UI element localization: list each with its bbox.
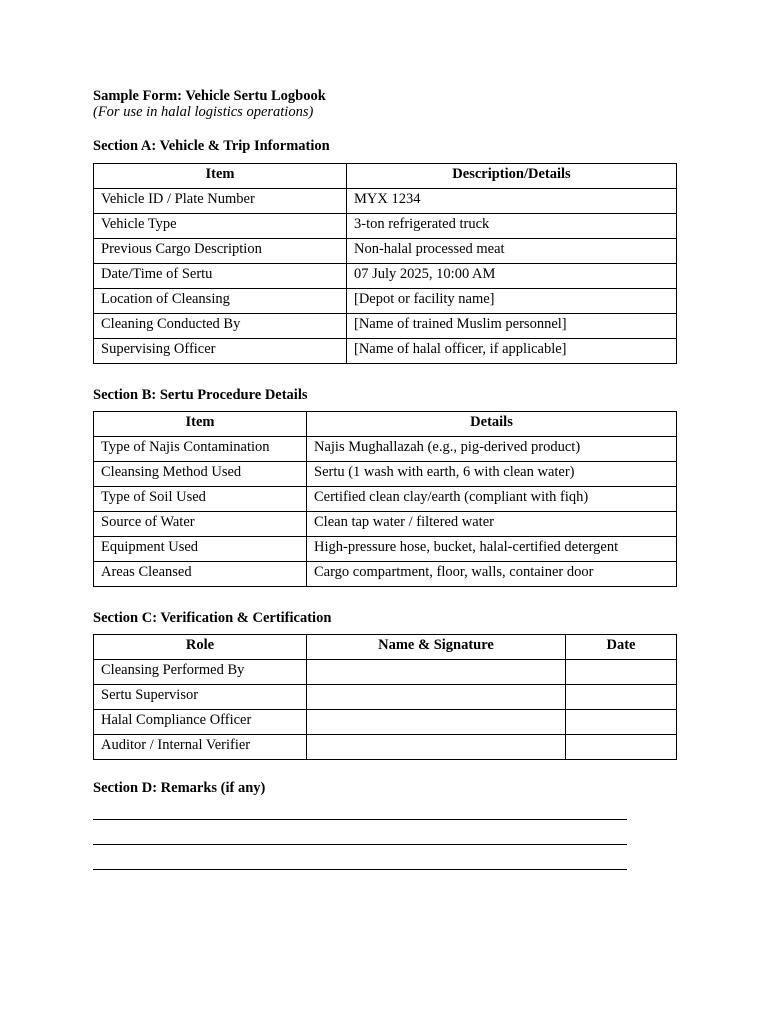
column-header: Date xyxy=(566,635,677,660)
row-value[interactable]: High-pressure hose, bucket, halal-certified detergent xyxy=(307,537,677,562)
signature-cell[interactable] xyxy=(307,685,566,710)
table-row xyxy=(94,512,677,537)
section-b-heading: Section B: Sertu Procedure Details xyxy=(93,387,308,403)
row-label: Equipment Used xyxy=(94,537,307,562)
section-c-heading: Section C: Verification & Certification xyxy=(93,610,332,626)
date-cell[interactable] xyxy=(566,735,677,760)
table-row xyxy=(94,314,677,339)
section-d-heading: Section D: Remarks (if any) xyxy=(93,780,266,796)
row-label: Vehicle Type xyxy=(94,214,347,239)
row-value[interactable]: [Name of halal officer, if applicable] xyxy=(347,339,677,364)
table-row xyxy=(94,189,677,214)
row-value[interactable]: MYX 1234 xyxy=(347,189,677,214)
column-header: Item xyxy=(94,164,347,189)
row-value[interactable]: 07 July 2025, 10:00 AM xyxy=(347,264,677,289)
table-header-row xyxy=(94,635,677,660)
table-row xyxy=(94,289,677,314)
row-value[interactable]: Sertu (1 wash with earth, 6 with clean water) xyxy=(307,462,677,487)
row-label: Source of Water xyxy=(94,512,307,537)
column-header: Role xyxy=(94,635,307,660)
remarks-line[interactable] xyxy=(93,869,627,870)
table-row xyxy=(94,685,677,710)
table-row xyxy=(94,462,677,487)
row-value[interactable]: [Depot or facility name] xyxy=(347,289,677,314)
section-a-heading: Section A: Vehicle & Trip Information xyxy=(93,138,330,154)
row-label: Cleansing Method Used xyxy=(94,462,307,487)
date-cell[interactable] xyxy=(566,685,677,710)
section-a-table xyxy=(93,163,677,364)
role-label: Sertu Supervisor xyxy=(94,685,307,710)
section-b-table xyxy=(93,411,677,587)
column-header: Description/Details xyxy=(347,164,677,189)
table-row xyxy=(94,537,677,562)
table-row xyxy=(94,339,677,364)
table-row xyxy=(94,660,677,685)
signature-cell[interactable] xyxy=(307,660,566,685)
row-label: Type of Najis Contamination xyxy=(94,437,307,462)
row-label: Previous Cargo Description xyxy=(94,239,347,264)
row-label: Cleaning Conducted By xyxy=(94,314,347,339)
row-label: Type of Soil Used xyxy=(94,487,307,512)
role-label: Halal Compliance Officer xyxy=(94,710,307,735)
date-cell[interactable] xyxy=(566,710,677,735)
remarks-line[interactable] xyxy=(93,819,627,820)
row-label: Supervising Officer xyxy=(94,339,347,364)
row-value[interactable]: [Name of trained Muslim personnel] xyxy=(347,314,677,339)
row-label: Date/Time of Sertu xyxy=(94,264,347,289)
table-row xyxy=(94,239,677,264)
table-row xyxy=(94,562,677,587)
table-header-row xyxy=(94,164,677,189)
row-value[interactable]: 3-ton refrigerated truck xyxy=(347,214,677,239)
row-value[interactable]: Cargo compartment, floor, walls, container door xyxy=(307,562,677,587)
signature-cell[interactable] xyxy=(307,735,566,760)
table-row xyxy=(94,735,677,760)
row-label: Vehicle ID / Plate Number xyxy=(94,189,347,214)
row-label: Location of Cleansing xyxy=(94,289,347,314)
column-header: Item xyxy=(94,412,307,437)
row-value[interactable]: Clean tap water / filtered water xyxy=(307,512,677,537)
remarks-line[interactable] xyxy=(93,844,627,845)
date-cell[interactable] xyxy=(566,660,677,685)
row-label: Areas Cleansed xyxy=(94,562,307,587)
column-header: Name & Signature xyxy=(307,635,566,660)
table-header-row xyxy=(94,412,677,437)
row-value[interactable]: Certified clean clay/earth (compliant with fiqh) xyxy=(307,487,677,512)
row-value[interactable]: Najis Mughallazah (e.g., pig-derived product) xyxy=(307,437,677,462)
section-c-table xyxy=(93,634,677,760)
role-label: Cleansing Performed By xyxy=(94,660,307,685)
form-subtitle: (For use in halal logistics operations) xyxy=(93,104,314,120)
table-row xyxy=(94,710,677,735)
form-title: Sample Form: Vehicle Sertu Logbook xyxy=(93,88,326,104)
table-row xyxy=(94,264,677,289)
table-row xyxy=(94,487,677,512)
table-row xyxy=(94,437,677,462)
role-label: Auditor / Internal Verifier xyxy=(94,735,307,760)
row-value[interactable]: Non-halal processed meat xyxy=(347,239,677,264)
signature-cell[interactable] xyxy=(307,710,566,735)
table-row xyxy=(94,214,677,239)
column-header: Details xyxy=(307,412,677,437)
